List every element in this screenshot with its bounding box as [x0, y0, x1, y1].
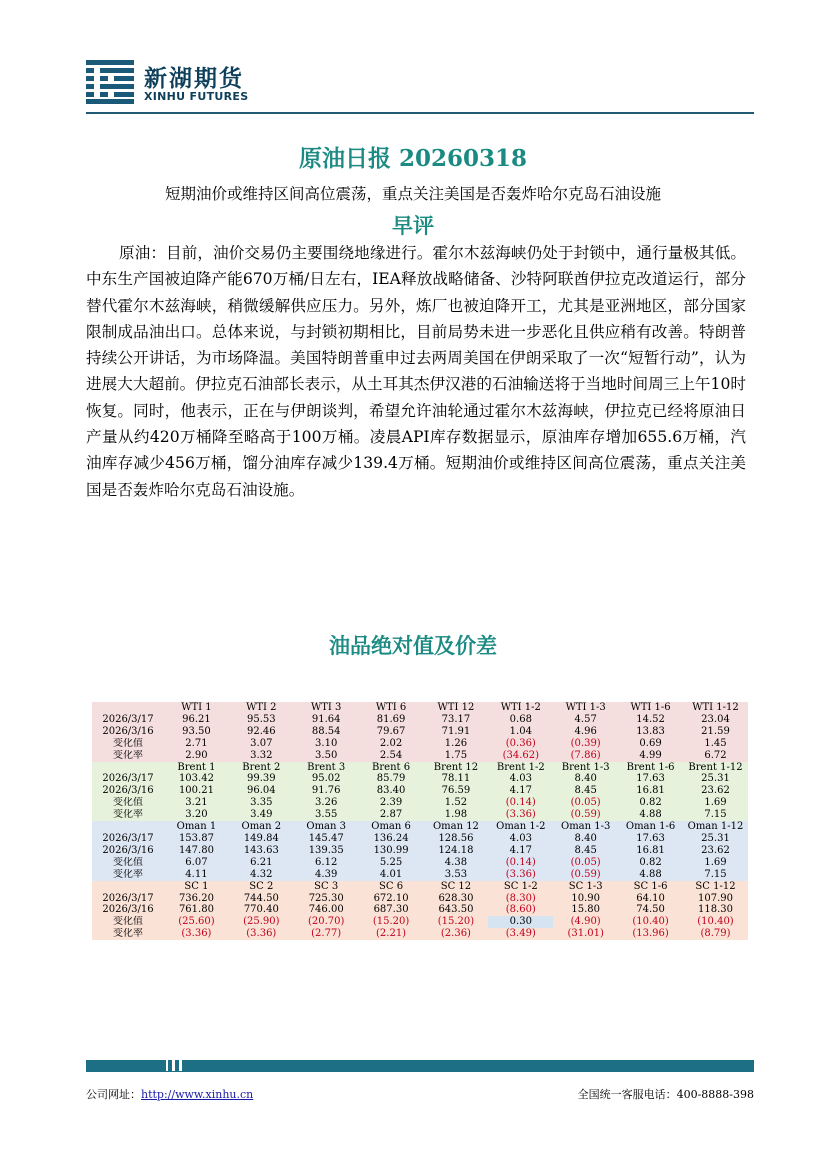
table-cell: 2.71 [164, 738, 229, 750]
table-cell: 744.50 [229, 893, 294, 905]
table-cell: (4.90) [553, 916, 618, 928]
table-cell: 95.02 [294, 773, 359, 785]
table-cell: 725.30 [294, 893, 359, 905]
table-cell: 81.69 [359, 714, 424, 726]
table-cell: 130.99 [359, 845, 424, 857]
report-subtitle: 短期油价或维持区间高位震荡，重点关注美国是否轰炸哈尔克岛石油设施 [164, 185, 661, 203]
row-label: 变化值 [92, 738, 164, 750]
table-cell: 14.52 [618, 714, 683, 726]
table-header-cell: Oman 6 [359, 821, 424, 833]
table-cell: 3.20 [164, 809, 229, 821]
table-cell: 145.47 [294, 833, 359, 845]
table-cell: 0.82 [618, 857, 683, 869]
row-label: 2026/3/17 [92, 833, 164, 845]
table-corner-cell [92, 881, 164, 893]
table-cell: 3.53 [424, 869, 489, 881]
table-cell: 147.80 [164, 845, 229, 857]
table-cell: 103.42 [164, 773, 229, 785]
table-cell: 5.25 [359, 857, 424, 869]
table-cell: 4.88 [618, 869, 683, 881]
header-divider [86, 112, 754, 114]
table-cell: 23.62 [683, 785, 748, 797]
table-row [92, 904, 748, 916]
table-cell: 23.04 [683, 714, 748, 726]
table-header-cell: SC 3 [294, 881, 359, 893]
table-cell: 0.82 [618, 797, 683, 809]
table-cell: (3.36) [488, 869, 553, 881]
table-cell: 8.45 [553, 785, 618, 797]
table-cell: 74.50 [618, 904, 683, 916]
spread-table [92, 702, 748, 940]
table-header-cell: SC 1-2 [488, 881, 553, 893]
table-cell: (10.40) [683, 916, 748, 928]
footer-divider [86, 1071, 754, 1072]
table-cell: 96.21 [164, 714, 229, 726]
table-cell: 153.87 [164, 833, 229, 845]
table-row [92, 916, 748, 928]
table-cell: (0.39) [553, 738, 618, 750]
table-cell: 4.17 [488, 785, 553, 797]
table-cell: 83.40 [359, 785, 424, 797]
table-cell: 23.62 [683, 845, 748, 857]
table-cell: 143.63 [229, 845, 294, 857]
table-cell: 3.26 [294, 797, 359, 809]
table-cell: 628.30 [424, 893, 489, 905]
section-title-morning: 早评 [392, 213, 434, 238]
table-header-cell: WTI 6 [359, 702, 424, 714]
table-header-cell: SC 6 [359, 881, 424, 893]
table-cell: 149.84 [229, 833, 294, 845]
table-cell: 643.50 [424, 904, 489, 916]
table-cell: 8.45 [553, 845, 618, 857]
table-cell: 2.54 [359, 750, 424, 762]
table-header-cell: WTI 1-6 [618, 702, 683, 714]
table-cell: 761.80 [164, 904, 229, 916]
table-cell: 7.15 [683, 869, 748, 881]
table-cell: 91.64 [294, 714, 359, 726]
spread-table-container [92, 702, 748, 982]
table-cell: 4.17 [488, 845, 553, 857]
table-row [92, 833, 748, 845]
table-header-cell: Oman 3 [294, 821, 359, 833]
website-label: 公司网址： [86, 1088, 141, 1101]
table-row [92, 857, 748, 869]
table-cell: 1.69 [683, 797, 748, 809]
table-cell: 17.63 [618, 833, 683, 845]
table-header-cell: WTI 1-12 [683, 702, 748, 714]
table-cell: 85.79 [359, 773, 424, 785]
table-cell: 6.21 [229, 857, 294, 869]
table-row [92, 785, 748, 797]
table-cell: 1.26 [424, 738, 489, 750]
table-cell: 4.03 [488, 773, 553, 785]
table-row [92, 893, 748, 905]
table-cell: (31.01) [553, 928, 618, 940]
table-header-row [92, 821, 748, 833]
logo-chinese-name: 新湖期货 [144, 66, 244, 92]
table-cell: 13.83 [618, 726, 683, 738]
table-header-row [92, 702, 748, 714]
table-header-cell: SC 1-6 [618, 881, 683, 893]
row-label: 2026/3/17 [92, 773, 164, 785]
table-cell: 1.69 [683, 857, 748, 869]
table-cell: (20.70) [294, 916, 359, 928]
table-cell: 128.56 [424, 833, 489, 845]
table-cell: 15.80 [553, 904, 618, 916]
row-label: 2026/3/17 [92, 714, 164, 726]
row-label: 变化值 [92, 916, 164, 928]
table-cell: 95.53 [229, 714, 294, 726]
row-label: 变化值 [92, 797, 164, 809]
website-link[interactable]: http://www.xinhu.cn [141, 1088, 254, 1101]
table-cell: 3.55 [294, 809, 359, 821]
commentary-paragraph: 原油：目前，油价交易仍主要围绕地缘进行。霍尔木兹海峡仍处于封锁中，通行量极其低。中东生产国被迫降产能670万桶/日左右，IEA释放战略储备、沙特阿联酋伊拉克改道运行，部分替代霍尔木兹海峡，稍微缓解供应压力。另外，炼厂也被迫降开工，尤其是亚洲地区，部分国家限制成品油出口。总体来说，与封锁初期相比，目前局势未进一步恶化且供应稍有改善。特朗普持续公开讲话，为市场降温。美国特朗普重申过去两周美国在伊朗采取了一次“短暂行动”，认为进展大大超前。伊拉克石油部长表示，从土耳其杰伊汉港的石油输送将于当地时间周三上午10时恢复。同时，他表示，正在与伊朗谈判，希望允许油轮通过霍尔木兹海峡，伊拉克已经将原油日产量从约420万桶降至略高于100万桶。凌晨API库存数据显示，原油库存增加655.6万桶，汽油库存减少456万桶，馏分油库存减少139.4万桶。短期油价或维持区间高位震荡，重点关注美国是否轰炸哈尔克岛石油设施。 [86, 244, 746, 499]
table-cell: 3.10 [294, 738, 359, 750]
table-cell: 78.11 [424, 773, 489, 785]
table-row [92, 928, 748, 940]
table-cell: 4.01 [359, 869, 424, 881]
table-cell: (0.05) [553, 857, 618, 869]
table-cell: 10.90 [553, 893, 618, 905]
table-cell: 3.07 [229, 738, 294, 750]
table-header-cell: WTI 1-3 [553, 702, 618, 714]
table-header-cell: Brent 1-3 [553, 762, 618, 774]
table-row [92, 809, 748, 821]
row-label: 2026/3/16 [92, 785, 164, 797]
table-cell: 16.81 [618, 845, 683, 857]
table-row [92, 773, 748, 785]
table-cell: (0.14) [488, 797, 553, 809]
table-cell: 8.40 [553, 773, 618, 785]
table-cell: 3.35 [229, 797, 294, 809]
table-header-cell: WTI 2 [229, 702, 294, 714]
table-cell: 4.57 [553, 714, 618, 726]
table-corner-cell [92, 821, 164, 833]
table-cell: 3.32 [229, 750, 294, 762]
table-cell: 91.76 [294, 785, 359, 797]
table-cell: 4.88 [618, 809, 683, 821]
table-cell: 3.21 [164, 797, 229, 809]
table-cell: 6.12 [294, 857, 359, 869]
table-cell: (3.36) [229, 928, 294, 940]
table-cell: 4.03 [488, 833, 553, 845]
table-cell: (0.59) [553, 809, 618, 821]
table-header-cell: Oman 2 [229, 821, 294, 833]
row-label: 2026/3/16 [92, 845, 164, 857]
report-title: 原油日报 20260318 [298, 145, 528, 172]
table-row [92, 714, 748, 726]
row-label: 2026/3/16 [92, 904, 164, 916]
table-header-cell: WTI 12 [424, 702, 489, 714]
table-cell: (34.62) [488, 750, 553, 762]
table-cell: 118.30 [683, 904, 748, 916]
table-header-cell: Oman 1-2 [488, 821, 553, 833]
table-cell: 107.90 [683, 893, 748, 905]
row-label: 变化值 [92, 857, 164, 869]
table-cell: (0.36) [488, 738, 553, 750]
table-cell: 139.35 [294, 845, 359, 857]
table-cell: 124.18 [424, 845, 489, 857]
table-cell: 64.10 [618, 893, 683, 905]
row-label: 变化率 [92, 869, 164, 881]
table-cell: 0.69 [618, 738, 683, 750]
table-header-cell: WTI 1 [164, 702, 229, 714]
table-cell: 76.59 [424, 785, 489, 797]
table-header-cell: SC 12 [424, 881, 489, 893]
table-header-cell: Oman 1-6 [618, 821, 683, 833]
table-cell: 99.39 [229, 773, 294, 785]
table-cell: 17.63 [618, 773, 683, 785]
section-title-table: 油品绝对值及价差 [329, 633, 497, 658]
table-header-cell: WTI 1-2 [488, 702, 553, 714]
table-header-cell: Brent 3 [294, 762, 359, 774]
table-cell: (10.40) [618, 916, 683, 928]
table-cell: 6.07 [164, 857, 229, 869]
table-cell: 4.96 [553, 726, 618, 738]
table-row [92, 726, 748, 738]
table-cell: 672.10 [359, 893, 424, 905]
row-label: 2026/3/16 [92, 726, 164, 738]
table-header-cell: SC 1-12 [683, 881, 748, 893]
logo-english-name: XINHU FUTURES [144, 90, 249, 103]
table-row [92, 869, 748, 881]
footer-website [86, 1086, 253, 1102]
table-header-cell: SC 1 [164, 881, 229, 893]
table-cell: 2.39 [359, 797, 424, 809]
table-header-cell: Brent 1-6 [618, 762, 683, 774]
table-header-cell: Brent 1-12 [683, 762, 748, 774]
table-header-cell: Brent 1-2 [488, 762, 553, 774]
table-cell: 21.59 [683, 726, 748, 738]
table-cell: 4.99 [618, 750, 683, 762]
table-cell: (13.96) [618, 928, 683, 940]
table-cell: 4.11 [164, 869, 229, 881]
table-cell: (15.20) [359, 916, 424, 928]
table-cell: (3.49) [488, 928, 553, 940]
table-header-cell: Oman 1 [164, 821, 229, 833]
table-row [92, 845, 748, 857]
table-header-cell: SC 2 [229, 881, 294, 893]
table-header-row [92, 881, 748, 893]
table-cell: (2.77) [294, 928, 359, 940]
table-cell: (0.59) [553, 869, 618, 881]
table-cell: 136.24 [359, 833, 424, 845]
table-cell: 1.75 [424, 750, 489, 762]
table-cell: 1.52 [424, 797, 489, 809]
logo-mark-icon [86, 58, 138, 104]
company-logo [86, 58, 266, 108]
table-cell: (8.30) [488, 893, 553, 905]
table-cell: 71.91 [424, 726, 489, 738]
table-cell: 1.45 [683, 738, 748, 750]
row-label: 2026/3/17 [92, 893, 164, 905]
table-header-cell: Brent 12 [424, 762, 489, 774]
table-cell: 100.21 [164, 785, 229, 797]
table-header-cell: SC 1-3 [553, 881, 618, 893]
table-cell: 2.90 [164, 750, 229, 762]
table-cell: (7.86) [553, 750, 618, 762]
table-header-cell: WTI 3 [294, 702, 359, 714]
table-cell: 687.30 [359, 904, 424, 916]
table-cell: 88.54 [294, 726, 359, 738]
row-label: 变化率 [92, 928, 164, 940]
table-cell: 0.68 [488, 714, 553, 726]
table-cell: (0.14) [488, 857, 553, 869]
row-label: 变化率 [92, 809, 164, 821]
table-header-cell: Brent 2 [229, 762, 294, 774]
table-cell: 2.02 [359, 738, 424, 750]
table-cell: 3.49 [229, 809, 294, 821]
table-corner-cell [92, 702, 164, 714]
table-cell: (0.05) [553, 797, 618, 809]
table-cell: 0.30 [488, 916, 553, 928]
table-cell: (25.60) [164, 916, 229, 928]
table-cell: 4.32 [229, 869, 294, 881]
table-cell: (2.36) [424, 928, 489, 940]
table-cell: 7.15 [683, 809, 748, 821]
table-row [92, 750, 748, 762]
table-cell: 2.87 [359, 809, 424, 821]
table-cell: (2.21) [359, 928, 424, 940]
table-cell: (8.60) [488, 904, 553, 916]
table-cell: 1.98 [424, 809, 489, 821]
table-cell: 25.31 [683, 833, 748, 845]
footer-hotline: 全国统一客服电话：400-8888-398 [577, 1088, 754, 1101]
table-cell: 96.04 [229, 785, 294, 797]
table-corner-cell [92, 762, 164, 774]
table-header-cell: Oman 1-12 [683, 821, 748, 833]
table-cell: (25.90) [229, 916, 294, 928]
table-cell: 92.46 [229, 726, 294, 738]
row-label: 变化率 [92, 750, 164, 762]
table-header-row [92, 762, 748, 774]
table-cell: (8.79) [683, 928, 748, 940]
table-row [92, 738, 748, 750]
table-cell: 4.38 [424, 857, 489, 869]
table-cell: 73.17 [424, 714, 489, 726]
table-cell: 3.50 [294, 750, 359, 762]
table-cell: (15.20) [424, 916, 489, 928]
table-cell: 93.50 [164, 726, 229, 738]
table-cell: 746.00 [294, 904, 359, 916]
table-cell: (3.36) [164, 928, 229, 940]
table-cell: 770.40 [229, 904, 294, 916]
table-row [92, 797, 748, 809]
table-header-cell: Brent 1 [164, 762, 229, 774]
table-cell: 4.39 [294, 869, 359, 881]
table-cell: (3.36) [488, 809, 553, 821]
table-cell: 79.67 [359, 726, 424, 738]
table-header-cell: Oman 1-3 [553, 821, 618, 833]
table-header-cell: Oman 12 [424, 821, 489, 833]
table-cell: 8.40 [553, 833, 618, 845]
table-cell: 16.81 [618, 785, 683, 797]
table-cell: 6.72 [683, 750, 748, 762]
table-header-cell: Brent 6 [359, 762, 424, 774]
table-cell: 25.31 [683, 773, 748, 785]
table-cell: 736.20 [164, 893, 229, 905]
table-cell: 1.04 [488, 726, 553, 738]
